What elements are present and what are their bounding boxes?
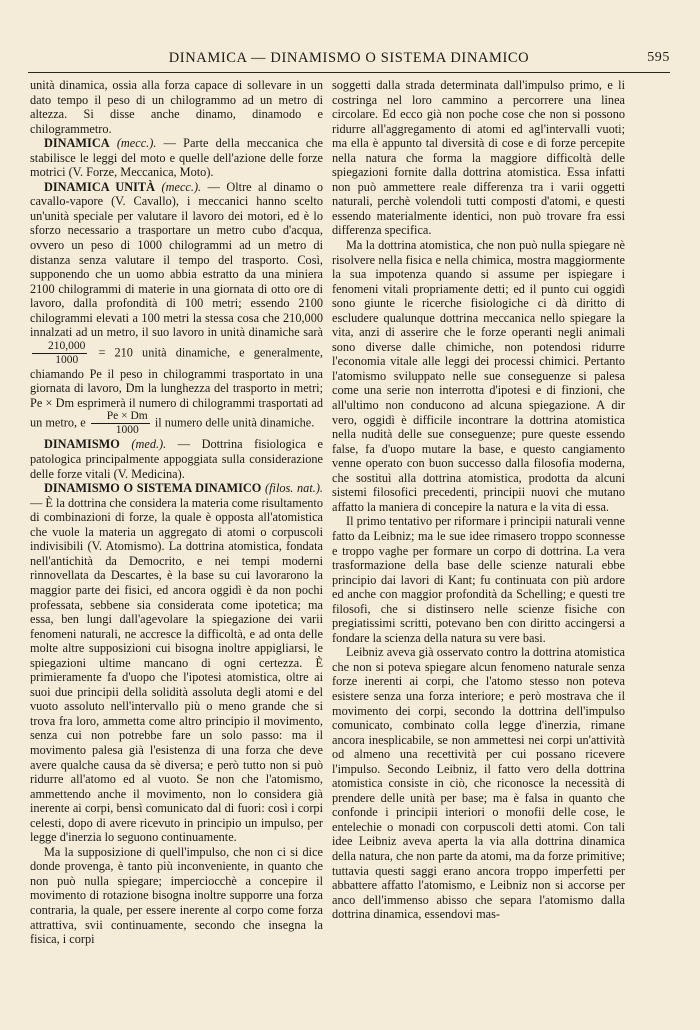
entry-category: (filos. nat.). (265, 481, 323, 496)
right-paragraph-3: Il primo tentativo per riformare i principii naturali venne fatto da Leibniz; ma le sue idee rimasero troppo sconnesse e troppo vaghe per formare un corpo di dottrina. La vera trasformazione della base delle scienze naturali ebbe principio dai lavori di Kant; fu continuata con più ardore ed anche con maggior profondità da Schelling; e questi tre filosofi, che si distinsero nelle scienze fisiche con pregiatissimi scritti, potevano ben con diritto accingersi a fondare la scienza della natura su vere basi. (332, 514, 625, 645)
fraction-numerator: Pe × Dm (91, 410, 150, 424)
fraction-denominator: 1000 (55, 353, 79, 366)
right-paragraph-1: soggetti dalla strada determinata dall'impulso primo, e li costringa nel loro cammino a percorrere una linea circolare. Ed ecco già non poche cose che non si possono ridurre all'aggregamento di atomi ed agl'intervalli vuoti; ma ella è appunto tal diversità di cose e di forze percepite nella natura che forma la maggiore difficoltà delle spiegazioni fornite dalla dottrina atomistica. Essa infatti non può ammettere reale differenza tra i varii oggetti naturali, perchè volendoli tutti composti d'atomi, e questi essendo materialmente identici, non può trovare fra essi differenza specifica. (332, 78, 625, 238)
fraction-numerator: 210,000 (32, 340, 87, 354)
entry-text: = 210 unità dinamiche, e generalmente, chiamando Pe il peso in chilogrammi trasportato in una giornata di lavoro, Dm la lunghezza del trasporto in metri; Pe × Dm esprimerà il numero di chilogrammi trasportati ad un metro, e (30, 345, 323, 430)
entry-category: (mecc.). (161, 179, 202, 194)
running-header (28, 46, 670, 70)
entry-term: DINAMISMO O SISTEMA DINAMICO (44, 481, 262, 496)
entry-text: — Dottrina fisiologica e patologica principalmente appoggiata sulla considerazione delle forze vitali (V. Medicina). (30, 437, 323, 481)
fraction-pe-dm-over-1000 (91, 410, 150, 437)
left-paragraph-6: Ma la supposizione di quell'impulso, che non ci si dice donde provenga, è tanto più inconveniente, in quanto che non può nulla spiegare; imperciocchè a concepire il movimento di rotazione bisogna inoltre supporre una forza contraria, la quale, per essere inerente al corpo come forza attrattiva, svii continuamente, secondo che insegna la fisica, i corpi (30, 844, 323, 947)
entry-text: — È la dottrina che considera la materia come risultamento di combinazioni di forze, la quale è opposta all'atomistica che vuole la materia un aggregato di atomi o corpuscoli indivisibili (V. Atomismo). La dottrina atomistica, fondata nell'antichità da Democrito, e nei tempi moderni rinnovellata da Descartes, è la base su cui lavorarono la maggior parte dei fisici, ed ancora oggidì è da non pochi professata, sebbene sia considerata come ipotetica; ma essa, ben lungi dall'agevolare la spiegazione dei varii fenomeni naturali, ne accresce la difficoltà, e ad onta delle molte altre supposizioni cui bisogna inoltre appigliarsi, le spiegazioni ultime mancano di ogni certezza. È primieramente fa d'uopo che l'ipotesi atomistica, oltre ai suoi due principii della solidità assoluta degli atomi e del vuoto assoluto nell'intervallo più o meno grande che si trova fra loro, ammetta come altro principio il movimento, senza cui non potrebbe fare un solo passo: ma il movimento palesa già l'esistenza di una forza che deve avere qualche causa da sè diversa; e però tutto non si può ridurre all'atomo ed al vuoto. Se non che l'atomismo, ammettendo anche il movimento, non lo considera già inerente ai corpi, bensì comunicato dal di fuori: così i corpi celesti, dopo di avere ricevuto in principio un impulso, per legge d'inerzia lo seguono continuamente. (30, 495, 323, 845)
page-number: 595 (647, 50, 670, 65)
entry-term: DINAMICA (44, 136, 110, 151)
entry-term: DINAMISMO (44, 437, 120, 452)
entry-category: (med.). (131, 437, 167, 452)
entry-dinamismo-sistema (30, 481, 323, 845)
entry-text: il numero delle unità dinamiche. (154, 415, 315, 430)
right-paragraph-2: Ma la dottrina atomistica, che non può nulla spiegare nè risolvere nella fisica e nella chimica, mostra maggiormente la sua impotenza quando si assume per ispiegare i fenomeni vitali propriamente detti; ed il punto cui oggidì sono giunte le ricerche fisiologiche ci dà diritto di escludere qualunque dottrina meccanica nello spiegare la vita, anzi di asserire che le forze operanti negli animali sono diverse dalle chimiche, non potendosi ridurre l'economia vitale alle leggi dei processi chimici. Pertanto l'atomismo sviluppato nelle sue conseguenze si palesa come una serie non interrotta d'ipotesi e di finzioni, che all'ultimo non conducono ad alcuna spiegazione. A dir vero, oggidì è difficile incontrare la dottrina atomistica nella nudità delle sue conseguenze; pure queste essendo false, fa d'uopo mutare la base, e questo cangiamento venne operato con buon successo dalla filosofia moderna, che sostituì alla dottrina atomistica, prodotta da alcuni sistemi filosofici precedenti, principii nuovi che mutano affatto la maniera di concepire la natura e la vita di essa. (332, 238, 625, 514)
entry-text: — Oltre al dinamo o cavallo-vapore (V. Cavallo), i meccanici hanno scelto un'unità speciale per valutare il lavoro dei motori, ed è lo sforzo necessario a trasportare un metro cubo d'acqua, ovvero un peso di 1000 chilogrammi ad un metro di distanza senza valutare il tempo del trasporto. Così, supponendo che un uomo abbia estratto da una miniera 2100 chilogrammi di materie in una giornata di otto ore di lavoro, dalla profondità di 100 metri; essendo 2100 chilogrammi elevati a 100 metri la stessa cosa che 210,000 innalzati ad un metro, il suo lavoro in unità dinamiche sarà (30, 179, 323, 340)
entry-term: DINAMICA UNITÀ (44, 179, 156, 194)
fraction-denominator: 1000 (115, 424, 139, 437)
left-column (30, 78, 323, 1018)
entry-dinamismo (30, 437, 323, 481)
header-rule (28, 72, 670, 73)
left-paragraph-1: unità dinamica, ossia alla forza capace di sollevare in un dato tempo il peso di un chilogrammo ad un metro di altezza. Si disse anche dinamo, dinamodo e chilogrammetro. (30, 78, 323, 136)
running-title: DINAMICA — DINAMISMO O SISTEMA DINAMICO (168, 49, 530, 66)
entry-dinamica (30, 136, 323, 180)
right-paragraph-4: Leibniz aveva già osservato contro la dottrina atomistica che non si poteva spiegare alcun fenomeno naturale senza forze inerenti ai corpi, che l'atomo stesso non poteva esistere senza una forza interiore; e però mostrava che il movimento dei corpi, secondo la dottrina dell'impulso comunicato, combinato colla legge d'inerzia, rimane ancora inesplicabile, se non ammettesi nei corpi un'attività od almeno una recettività per cui possano ricevere l'impulso. Secondo Leibniz, il fatto vero della dottrina atomistica consiste in ciò, che riconosce la necessità di prendere delle unità per base; ma è falsa in quanto che confonde i principii interiori o monofii delle cose, le entelechie o monadi con corpuscoli detti atomi. Con tali idee Leibniz aveva aperta la via alla dottrina dinamica della natura, che non parte da atomi, ma da forze primitive; tuttavia questi saggi erano ancora troppo imperfetti per abbattere affatto l'atomismo, e Leibniz non si accorse per anco dell'immenso abisso che separa l'atomismo dalla dottrina dinamica, essendovi mas- (332, 645, 625, 922)
fraction-210000-over-1000 (32, 340, 87, 367)
entry-dinamica-unita (30, 180, 323, 438)
right-column (332, 78, 625, 1018)
entry-category: (mecc.). (116, 136, 157, 151)
entry-text: — Parte della meccanica che stabilisce le leggi del moto e quelle dell'azione delle forze motrici (V. Forze, Meccanica, Moto). (30, 136, 323, 180)
